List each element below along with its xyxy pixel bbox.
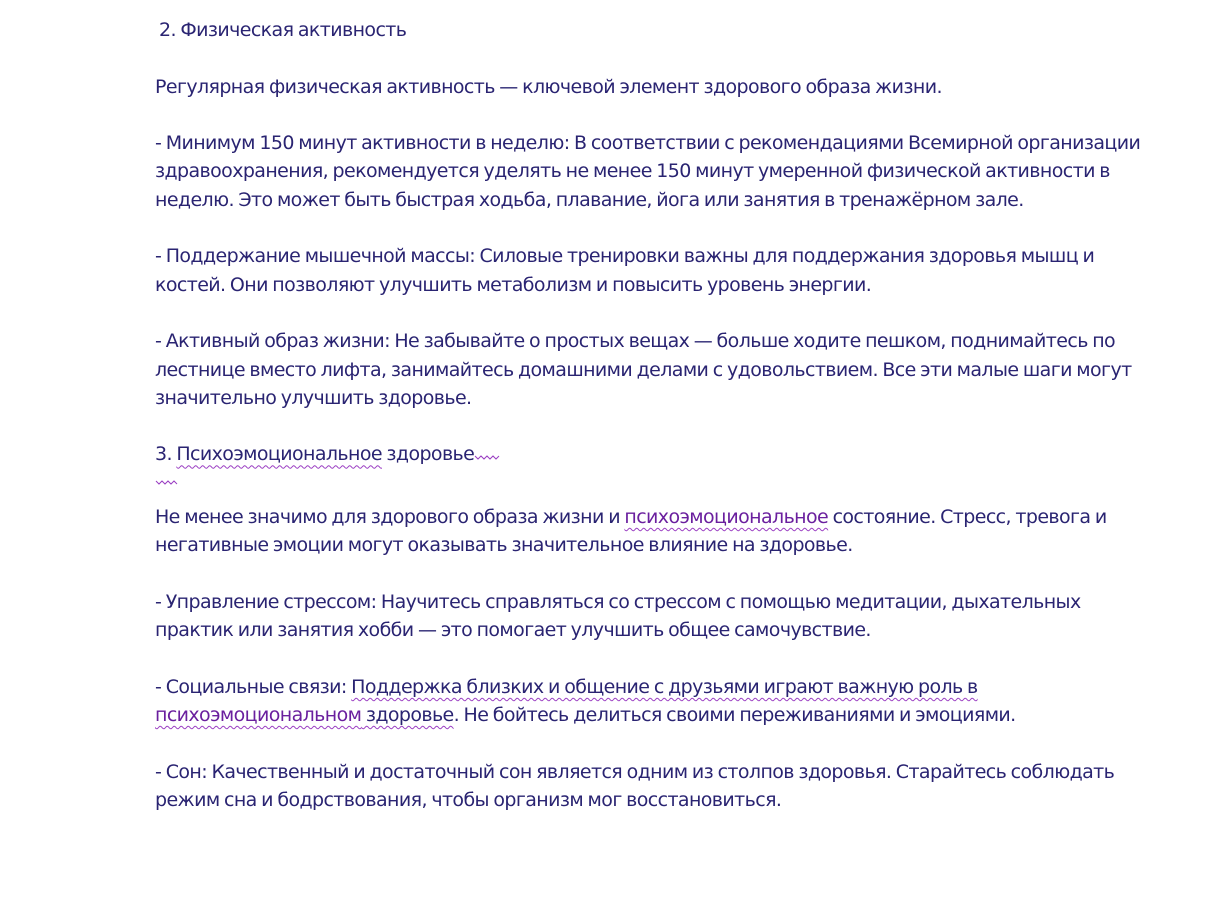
misspelled-word[interactable]: психоэмоциональное [624, 506, 829, 529]
heading-prefix: 3. [155, 443, 177, 466]
empty-line [155, 475, 1155, 503]
spellcheck-squiggle [155, 475, 181, 487]
spellcheck-squiggle [474, 440, 496, 450]
paragraph-psycho-intro [155, 503, 1155, 531]
list-item-minimum-150-cont: здравоохранения, рекомендуется уделять не менее 150 минут умеренной физической активности в [155, 160, 1110, 183]
list-item-active-lifestyle-cont: лестнице вместо лифта, занимайтесь домашними делами с удовольствием. Все эти малые шаги могут [155, 358, 1132, 381]
empty-line [155, 412, 1155, 440]
empty-line [155, 645, 1155, 673]
list-item-minimum-150-cont: неделю. Это может быть быстрая ходьба, плавание, йога или занятия в тренажёрном зале. [155, 188, 1024, 211]
list-item-stress-management-cont: практик или занятия хобби — это помогает улучшить общее самочувствие. [155, 619, 871, 642]
list-item-active-lifestyle-cont: значительно улучшить здоровье. [155, 386, 472, 409]
empty-line [155, 214, 1155, 242]
text-run: . Не бойтесь делиться своими переживаниями и эмоциями. [453, 704, 1016, 727]
empty-line [155, 560, 1155, 588]
list-item-muscle-mass-cont: костей. Они позволяют улучшить метаболизм и повысить уровень энергии. [155, 273, 872, 296]
list-item-active-lifestyle: - Активный образ жизни: Не забывайте о простых вещах — больше ходите пешком, поднимайтесь по [155, 330, 1116, 353]
paragraph-psycho-intro-cont: негативные эмоции могут оказывать значительное влияние на здоровье. [155, 534, 853, 557]
grammar-flagged-phrase[interactable]: Поддержка близких и общение с друзьями играют важную роль в [351, 675, 978, 698]
empty-line [155, 44, 1155, 72]
misspelled-word[interactable]: Психоэмоциональное [176, 443, 382, 466]
heading-suffix: здоровье [381, 443, 475, 466]
document-body [155, 16, 1155, 814]
grammar-flagged-phrase[interactable]: здоровье [361, 704, 454, 727]
empty-line [155, 729, 1155, 757]
text-run: состояние. Стресс, тревога и [828, 506, 1107, 529]
empty-line [155, 299, 1155, 327]
list-item-minimum-150: - Минимум 150 минут активности в неделю: В соответствии с рекомендациями Всемирной организации [155, 132, 1141, 155]
list-item-social-connections [155, 673, 1155, 701]
section-heading-psycho-emotional [155, 440, 1155, 468]
list-item-social-connections-cont [155, 701, 1155, 729]
section-heading-physical-activity: 2. Физическая активность [159, 19, 407, 41]
misspelled-word[interactable]: психоэмоциональном [155, 704, 362, 727]
empty-line [155, 101, 1155, 129]
text-run: Не менее значимо для здорового образа жизни и [155, 506, 625, 529]
list-item-sleep: - Сон: Качественный и достаточный сон является одним из столпов здоровья. Старайтесь соблюдать [155, 760, 1115, 783]
list-item-stress-management: - Управление стрессом: Научитесь справляться со стрессом с помощью медитации, дыхательных [155, 590, 1081, 613]
list-item-sleep-cont: режим сна и бодрствования, чтобы организм мог восстановиться. [155, 789, 782, 812]
text-run: - Социальные связи: [155, 675, 352, 698]
paragraph-physical-intro: Регулярная физическая активность — ключевой элемент здорового образа жизни. [155, 75, 942, 98]
list-item-muscle-mass: - Поддержание мышечной массы: Силовые тренировки важны для поддержания здоровья мышц и [155, 245, 1095, 268]
